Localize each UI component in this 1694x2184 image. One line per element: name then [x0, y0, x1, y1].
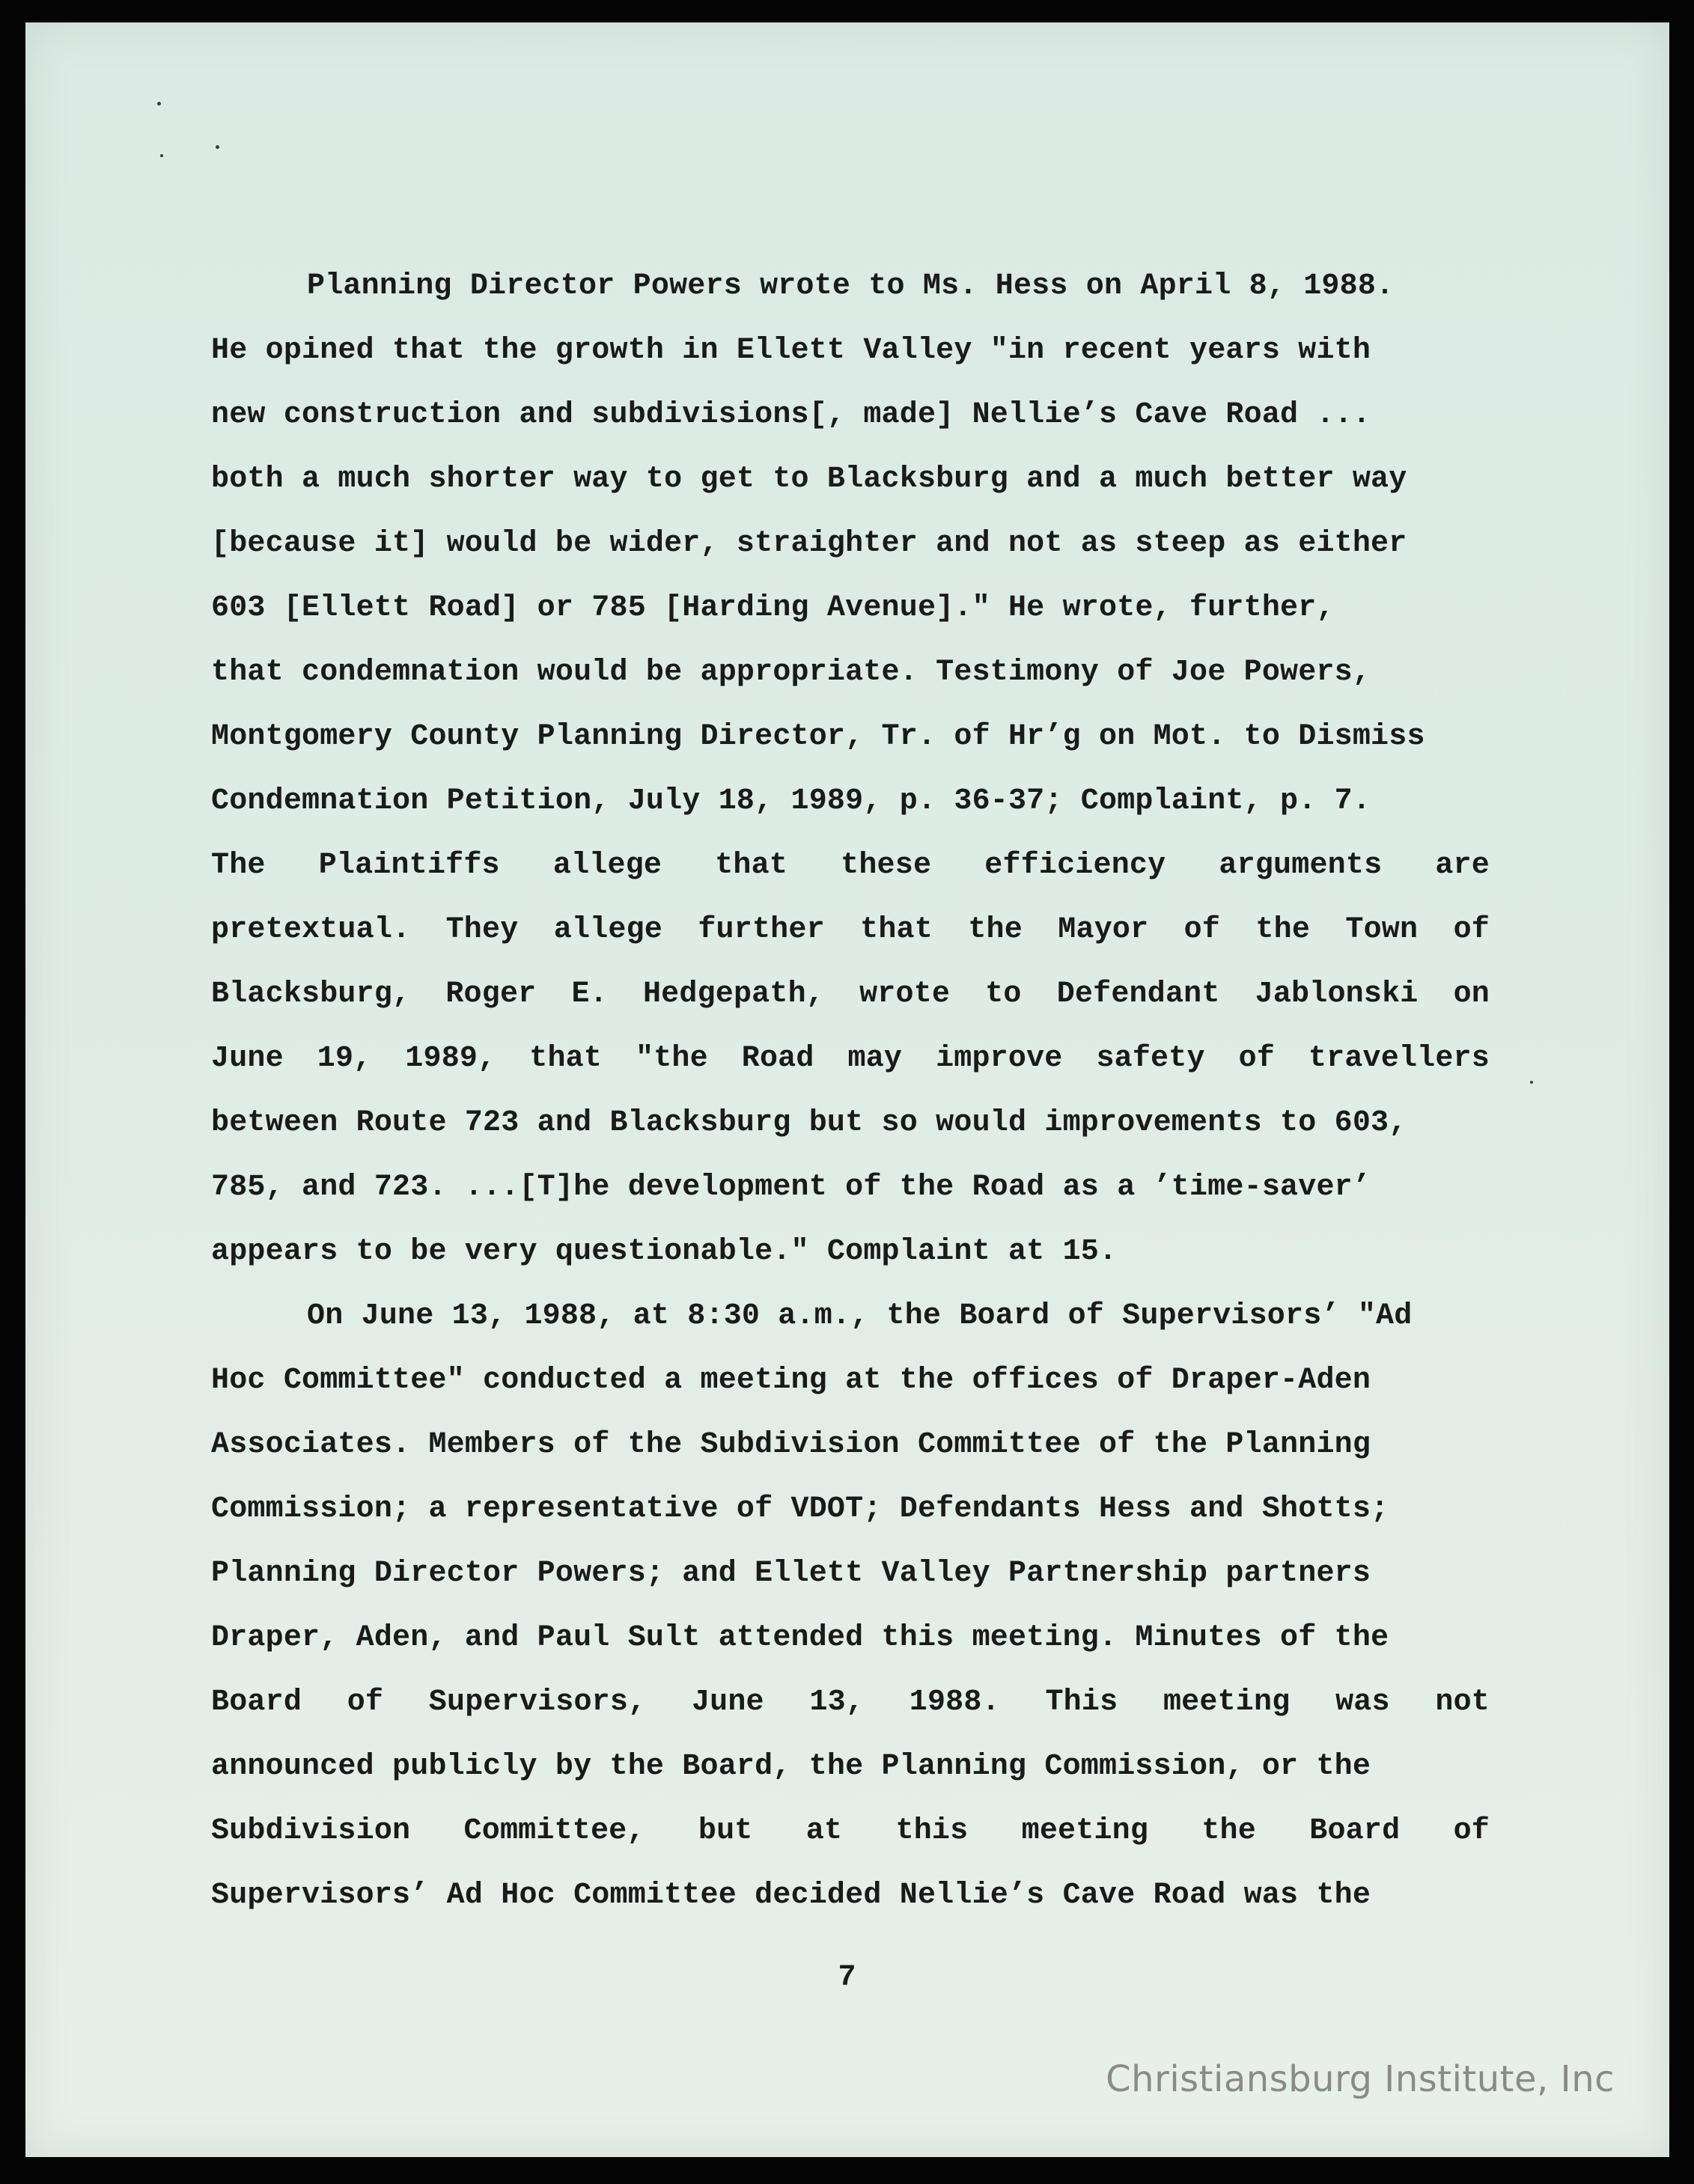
- paper-speck: [157, 102, 161, 106]
- text-line: He opined that the growth in Ellett Valley "in recent years with: [211, 334, 1371, 367]
- text-line: Associates. Members of the Subdivision Committee of the Planning: [211, 1428, 1371, 1462]
- archive-watermark: Christiansburg Institute, Inc: [1106, 2058, 1615, 2100]
- text-line: between Route 723 and Blacksburg but so would improvements to 603,: [211, 1106, 1407, 1140]
- page-number: 7: [838, 1961, 856, 1995]
- text-line: both a much shorter way to get to Blacksburg and a much better way: [211, 463, 1407, 496]
- paper-speck: [1530, 1081, 1533, 1084]
- text-line: announced publicly by the Board, the Planning Commission, or the: [211, 1750, 1371, 1784]
- text-line: Subdivision Committee, but at this meeting the Board of: [211, 1814, 1490, 1848]
- body-text: [211, 254, 1490, 1928]
- text-line: [because it] would be wider, straighter and not as steep as either: [211, 527, 1407, 561]
- paper-speck: [160, 154, 163, 157]
- text-line: Condemnation Petition, July 18, 1989, p. 36-37; Complaint, p. 7.: [211, 784, 1371, 818]
- text-line: Planning Director Powers wrote to Ms. Hess on April 8, 1988.: [307, 269, 1395, 303]
- text-line: Montgomery County Planning Director, Tr. of Hr’g on Mot. to Dismiss: [211, 720, 1425, 754]
- text-line: 603 [Ellett Road] or 785 [Harding Avenue]." He wrote, further,: [211, 591, 1335, 625]
- text-line: Hoc Committee" conducted a meeting at the offices of Draper-Aden: [211, 1364, 1371, 1397]
- text-line: appears to be very questionable." Complaint at 15.: [211, 1235, 1118, 1269]
- text-line: Draper, Aden, and Paul Sult attended this meeting. Minutes of the: [211, 1621, 1389, 1655]
- text-line: Board of Supervisors, June 13, 1988. This meeting was not: [211, 1686, 1490, 1719]
- text-line: new construction and subdivisions[, made] Nellie’s Cave Road ...: [211, 398, 1371, 432]
- text-line: Planning Director Powers; and Ellett Valley Partnership partners: [211, 1557, 1371, 1590]
- text-line: Blacksburg, Roger E. Hedgepath, wrote to Defendant Jablonski on: [211, 977, 1490, 1011]
- text-line: 785, and 723. ...[T]he development of the Road as a ’time-saver’: [211, 1171, 1371, 1204]
- paper-speck: [216, 145, 219, 149]
- text-line: The Plaintiffs allege that these efficiency arguments are: [211, 849, 1490, 882]
- text-line: On June 13, 1988, at 8:30 a.m., the Board of Supervisors’ "Ad: [307, 1299, 1413, 1333]
- text-line: pretextual. They allege further that the Mayor of the Town of: [211, 913, 1490, 947]
- text-line: Supervisors’ Ad Hoc Committee decided Nellie’s Cave Road was the: [211, 1879, 1371, 1912]
- text-line: June 19, 1989, that "the Road may improve safety of travellers: [211, 1042, 1490, 1076]
- text-line: Commission; a representative of VDOT; Defendants Hess and Shotts;: [211, 1492, 1389, 1526]
- text-line: that condemnation would be appropriate. Testimony of Joe Powers,: [211, 656, 1371, 689]
